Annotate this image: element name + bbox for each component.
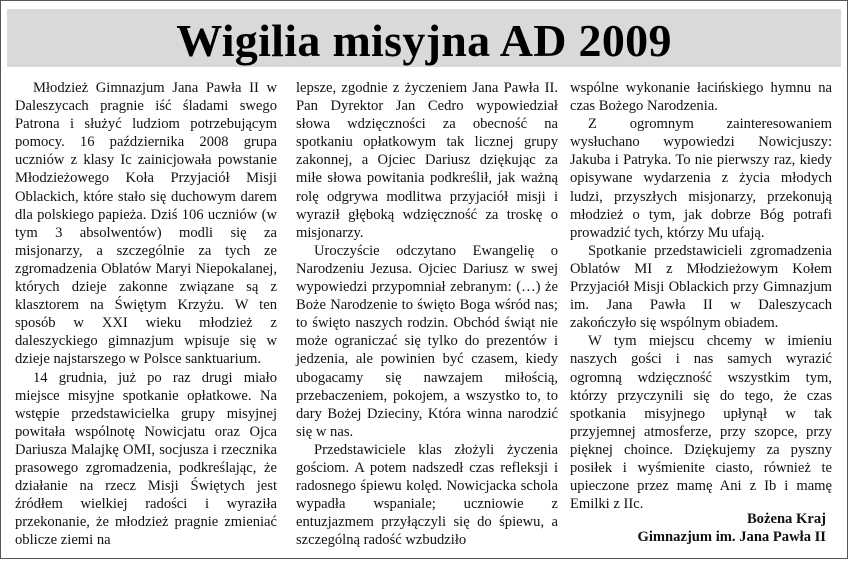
text-column-2 — [296, 79, 558, 549]
text-column-1 — [15, 79, 277, 549]
paragraph: Z ogromnym zainteresowaniem wysłuchano wypowiedzi Nowicjuszy: Jakuba i Patryka. To nie pierwszy raz, kiedy opisywane wydarzenia z życia młodych ludzi, przyszłych misjonarzy, przekonują młodzież o tym, jak dobrze Bóg potrafi prowadzić tych, którzy Mu ufają. — [570, 116, 832, 241]
paragraph: W tym miejscu chcemy w imieniu naszych gości i nas samych wyrazić ogromną wdzięczność wszystkim tym, którzy przyczynili się do tego, że czas spotkania misyjnego upłynął w tak przyjemnej atmosferze, przy szopce, przy pięknej choince. Dziękujemy za pyszny posiłek i wyśmienite ciasto, również te upieczone przez mamę Ani z Ib i mamę Emilki z IIc. — [570, 333, 832, 513]
article-title: Wigilia misyjna AD 2009 — [176, 15, 672, 66]
text-column-3 — [570, 79, 832, 513]
paragraph: Młodzież Gimnazjum Jana Pawła II w Daleszycach pragnie iść śladami swego Patrona i służyć ludziom potrzebującym pomocy. 16 października 2008 grupa uczniów z klasy Ic zainicjowała powstanie Młodzieżowego Koła Przyjaciół Misji Oblackich, które stało się duchowym darem dla polskiego papieża. Dziś 106 uczniów (w tym 3 absolwentów) modli się za misjonarzy, a szczególnie za tych ze zgromadzenia Oblatów Maryi Niepokalanej, których dzieje zakonne związane są z klasztorem na Świętym Krzyżu. W ten sposób w XXI wieku młodzież z daleszyckiego gimnazjum wpisuje się w dzieje najstarszego w Polsce sanktuarium. — [15, 80, 277, 368]
school-signature: Gimnazjum im. Jana Pawła II — [637, 529, 826, 545]
paragraph: lepsze, zgodnie z życzeniem Jana Pawła II. Pan Dyrektor Jan Cedro wypowiedział słowa wdzięczności za obecność na spotkaniu opłatkowym tak licznej grupy zakonnej, a Ojciec Dariusz dziękując za miłe słowa powitania podkreślił, jak ważną rolę odgrywa modlitwa przyjaciół misji i wyraził głęboką wdzięczność za troskę o misjonarzy. — [296, 80, 558, 241]
title-banner — [7, 9, 841, 67]
paragraph: Przedstawiciele klas złożyli życzenia gościom. A potem nadszedł czas refleksji i radosnego śpiewu kolęd. Nowicjacka schola wypadła wspaniale; uczniowie z entuzjazmem przyłączyli się do śpiewu, a szczególną radość wzbudziło — [296, 441, 558, 549]
author-signature: Bożena Kraj — [746, 511, 826, 527]
paragraph: wspólne wykonanie łacińskiego hymnu na czas Bożego Narodzenia. — [570, 80, 832, 115]
paragraph: Uroczyście odczytano Ewangelię o Narodzeniu Jezusa. Ojciec Dariusz w swej wypowiedzi przypomniał zebranym: (…) że Boże Narodzenie to święto Boga wśród nas; to święto naszych rodzin. Obchód świąt nie może ograniczać się tylko do prezentów i jedzenia, ale powinien być czasem, kiedy ubogacamy się nawzajem miłością, przebaczeniem, pokojem, a wszystko to, to dary Bożej Dzieciny, Która winna narodzić się w nas. — [296, 242, 558, 440]
paragraph: 14 grudnia, już po raz drugi miało miejsce misyjne spotkanie opłatkowe. Na wstępie przedstawicielka grupy misyjnej powitała wspólnotę Nowicjatu oraz Ojca Dariusza Malajkę OMI, socjusza i rzecznika prasowego zgromadzenia, podkreślając, że działanie na rzecz Misji Świętych jest źródłem wielkiej radości i wyraziła przekonanie, że młodzież pragnie zmieniać oblicze ziemi na — [15, 369, 277, 549]
paragraph: Spotkanie przedstawicieli zgromadzenia Oblatów MI z Młodzieżowym Kołem Przyjaciół Misji Oblackich przy Gimnazjum im. Jana Pawła II w Daleszycach zakończyło się wspólnym obiadem. — [570, 242, 832, 332]
